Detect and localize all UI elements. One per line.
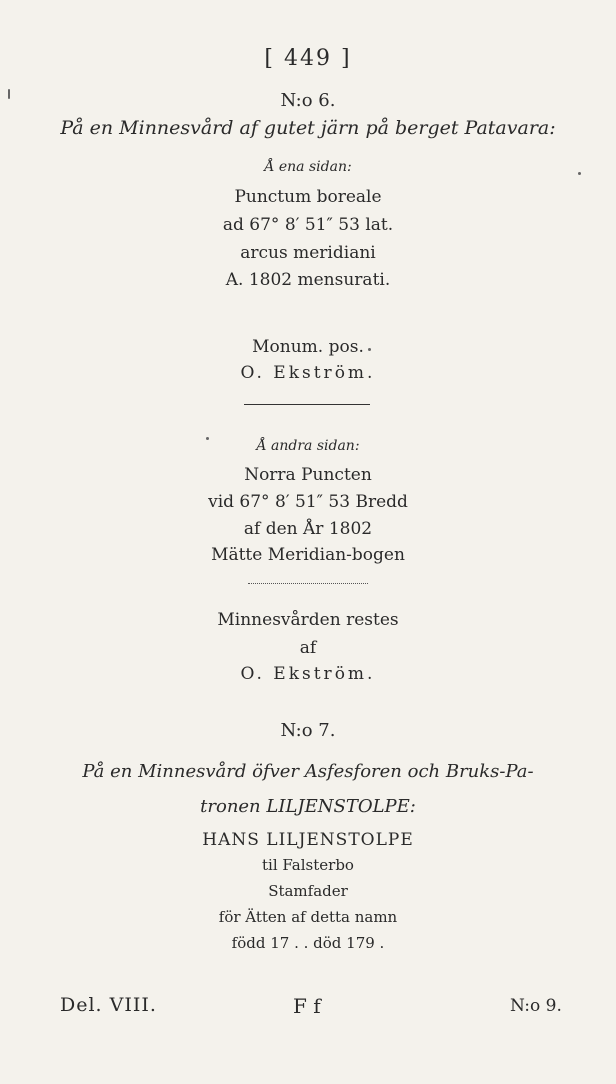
print-speck [578, 172, 581, 175]
side-one-line-4: A. 1802 mensurati. [225, 270, 391, 290]
side-two-heading: Å andra sidan: [256, 438, 360, 454]
print-speck [8, 89, 10, 99]
short-dotted-rule [248, 583, 368, 584]
inscription-7-line-4: för Ätten af detta namn [218, 908, 398, 926]
side-one-line-3: arcus meridiani [240, 243, 376, 263]
side-two-credit-1: Minnesvården restes [217, 610, 399, 630]
side-one-credit-1: Monum. pos. [252, 337, 364, 357]
side-two-line-4: Mätte Meridian-bogen [211, 545, 405, 565]
inscription-7-line-1: HANS LILJENSTOLPE [202, 830, 414, 850]
inscription-7-line-5: född 17 . . död 179 . [231, 934, 385, 952]
item-label-6: N:o 6. [280, 90, 336, 111]
side-one-credit-2: O. Ekström. [240, 363, 376, 383]
section-divider [244, 404, 370, 405]
side-two-line-1: Norra Puncten [244, 465, 372, 485]
footer-volume: Del. VIII. [60, 994, 157, 1016]
side-two-credit-3: O. Ekström. [240, 664, 376, 684]
side-one-line-2: ad 67° 8′ 51″ 53 lat. [222, 215, 394, 235]
inscription-7-title-line-2: tronen LILJENSTOLPE: [200, 796, 416, 817]
inscription-6-title: På en Minnesvård af gutet järn på berget Patavara: [60, 117, 556, 139]
print-speck [368, 348, 371, 351]
side-two-line-3: af den År 1802 [243, 519, 373, 539]
inscription-7-line-2: til Falsterbo [262, 856, 354, 874]
footer-signature: F f [293, 994, 321, 1018]
side-two-line-2: vid 67° 8′ 51″ 53 Bredd [208, 492, 408, 512]
inscription-7-line-3: Stamfader [268, 882, 348, 900]
inscription-7-title-line-1: På en Minnesvård öfver Asfesforen och Bruks-Pa- [82, 761, 534, 782]
item-label-7: N:o 7. [280, 720, 336, 741]
page-number: [ 449 ] [264, 46, 352, 71]
print-speck [206, 437, 209, 440]
side-one-heading: Å ena sidan: [264, 159, 352, 175]
footer-sheet: N:o 9. [510, 996, 562, 1016]
side-two-credit-2: af [299, 638, 317, 658]
side-one-line-1: Punctum boreale [234, 187, 382, 207]
